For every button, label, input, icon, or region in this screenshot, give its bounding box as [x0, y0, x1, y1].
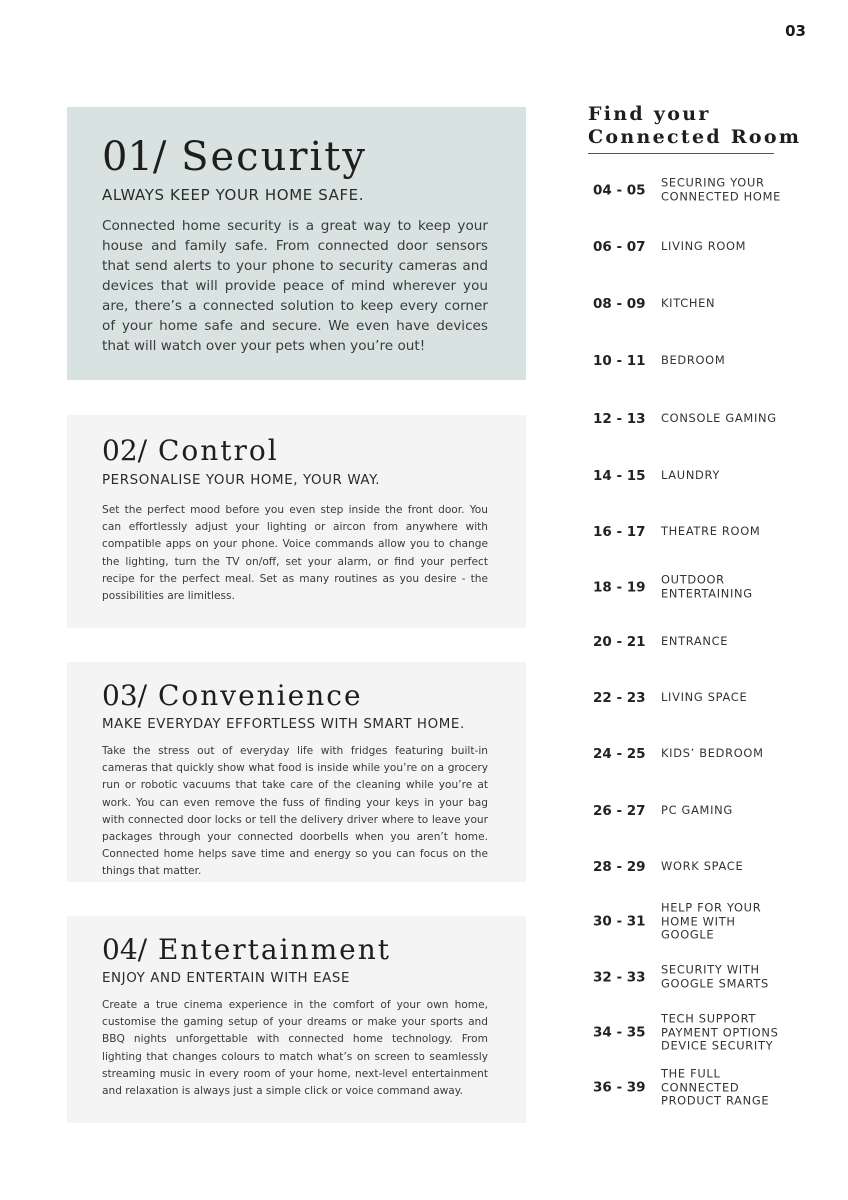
- toc-item[interactable]: [588, 902, 818, 943]
- toc-room-label: LIVING SPACE: [661, 690, 748, 705]
- toc-item[interactable]: [588, 411, 818, 427]
- panel-title: [102, 434, 488, 468]
- panel-body: Set the perfect mood before you even step inside the front door. You can effortlessly adjust your lighting or aircon from anywhere with compatible apps on your phone. Voice commands allow you to change the lighting, turn the TV on/off, set your alarm, or find your perfect recipe for the perfect meal. Set as many routines as you desire - the possibilities are limitless.: [102, 504, 488, 603]
- panel-subtitle: ENJOY AND ENTERTAIN WITH EASE: [102, 971, 351, 986]
- toc-item[interactable]: [588, 690, 818, 706]
- toc-item[interactable]: [588, 573, 818, 600]
- control-panel: [67, 415, 526, 628]
- toc-item[interactable]: [588, 963, 818, 990]
- section-title: Security: [181, 134, 367, 180]
- toc-item[interactable]: [588, 176, 818, 203]
- toc-item[interactable]: [588, 1068, 818, 1109]
- toc-item[interactable]: [588, 296, 818, 312]
- toc-page-range: 14 - 15: [593, 468, 646, 484]
- toc-page-range: 32 - 33: [593, 969, 646, 985]
- toc-page-range: 08 - 09: [593, 296, 646, 312]
- toc-title-line-2: Connected Room: [588, 126, 802, 148]
- toc-page-range: 28 - 29: [593, 859, 646, 875]
- toc-room-label: LIVING ROOM: [661, 239, 747, 254]
- toc-item[interactable]: [588, 746, 818, 762]
- toc-page-range: 30 - 31: [593, 914, 646, 930]
- toc-room-label: BEDROOM: [661, 353, 726, 368]
- toc-item[interactable]: [588, 239, 818, 255]
- section-number: 03/: [102, 679, 148, 712]
- entertainment-panel: [67, 916, 526, 1123]
- toc-room-label: HELP FOR YOUR HOME WITH GOOGLE: [661, 900, 762, 942]
- toc-item[interactable]: [588, 524, 818, 540]
- toc-page-range: 36 - 39: [593, 1080, 646, 1096]
- toc-room-label: SECURITY WITH GOOGLE SMARTS: [661, 962, 769, 990]
- section-title: Entertainment: [157, 933, 391, 966]
- section-title: Control: [157, 434, 279, 467]
- section-number: 04/: [102, 933, 148, 966]
- toc-room-label: THEATRE ROOM: [661, 524, 761, 539]
- security-panel: [67, 107, 526, 380]
- toc-item[interactable]: [588, 634, 818, 650]
- page-number: 03: [785, 22, 806, 40]
- toc-page-range: 26 - 27: [593, 803, 646, 819]
- toc-item[interactable]: [588, 1013, 818, 1054]
- toc-room-label: SECURING YOUR CONNECTED HOME: [661, 175, 782, 203]
- panel-subtitle: ALWAYS KEEP YOUR HOME SAFE.: [102, 186, 365, 204]
- panel-body: Take the stress out of everyday life with fridges featuring built-in cameras that quickly show what food is inside while you’re on a grocery run or robotic vacuums that take care of the cleaning while you’re at work. You can even remove the fuss of finding your keys in your bag with connected door locks or tell the delivery driver where to leave your packages through your connected doorbells when you aren’t home. Connected home helps save time and energy so you can focus on the things that matter.: [102, 745, 488, 878]
- toc-room-label: TECH SUPPORT PAYMENT OPTIONS DEVICE SECURITY: [661, 1011, 779, 1053]
- toc-page-range: 06 - 07: [593, 239, 646, 255]
- section-title: Convenience: [157, 679, 363, 712]
- toc-page-range: 20 - 21: [593, 634, 646, 650]
- toc-room-label: ENTRANCE: [661, 634, 729, 649]
- toc-room-label: THE FULL CONNECTED PRODUCT RANGE: [661, 1066, 770, 1108]
- toc-item[interactable]: [588, 353, 818, 369]
- toc-item[interactable]: [588, 859, 818, 875]
- panel-subtitle: MAKE EVERYDAY EFFORTLESS WITH SMART HOME.: [102, 717, 465, 732]
- convenience-panel: [67, 662, 526, 882]
- toc-page-range: 16 - 17: [593, 524, 646, 540]
- panel-subtitle: PERSONALISE YOUR HOME, YOUR WAY.: [102, 473, 381, 488]
- panel-title: [102, 933, 488, 967]
- toc-page-range: 10 - 11: [593, 353, 646, 369]
- toc-page-range: 24 - 25: [593, 746, 646, 762]
- toc-room-label: KIDS’ BEDROOM: [661, 746, 764, 761]
- toc-room-label: LAUNDRY: [661, 468, 721, 483]
- toc-page-range: 34 - 35: [593, 1025, 646, 1041]
- section-number: 01/: [102, 134, 167, 180]
- toc-title-line-1: Find your: [588, 103, 711, 125]
- toc-page-range: 12 - 13: [593, 411, 646, 427]
- panel-title: [102, 133, 488, 181]
- toc-title: [588, 103, 802, 154]
- toc-room-label: CONSOLE GAMING: [661, 411, 777, 426]
- toc-page-range: 22 - 23: [593, 690, 646, 706]
- table-of-contents: [588, 103, 818, 1108]
- toc-room-label: KITCHEN: [661, 296, 716, 311]
- toc-room-label: WORK SPACE: [661, 859, 744, 874]
- toc-page-range: 18 - 19: [593, 579, 646, 595]
- toc-room-label: OUTDOOR ENTERTAINING: [661, 572, 753, 600]
- section-number: 02/: [102, 434, 148, 467]
- toc-item[interactable]: [588, 803, 818, 819]
- toc-item[interactable]: [588, 468, 818, 484]
- panel-title: [102, 679, 488, 713]
- toc-page-range: 04 - 05: [593, 182, 646, 198]
- panel-body: Connected home security is a great way to keep your house and family safe. From connected door sensors that send alerts to your phone to security cameras and devices that will provide peace of mind wherever you are, there’s a connected solution to keep every corner of your home safe and secure. We even have devices that will watch over your pets when you’re out!: [102, 218, 488, 354]
- toc-room-label: PC GAMING: [661, 803, 733, 818]
- panel-body: Create a true cinema experience in the comfort of your own home, customise the gaming setup of your dreams or make your sports and BBQ nights unforgettable with connected home technology. From lighting that changes colours to match what’s on screen to seamlessly streaming music in every room of your home, next-level entertainment and relaxation is always just a simple click or voice command away.: [102, 999, 488, 1098]
